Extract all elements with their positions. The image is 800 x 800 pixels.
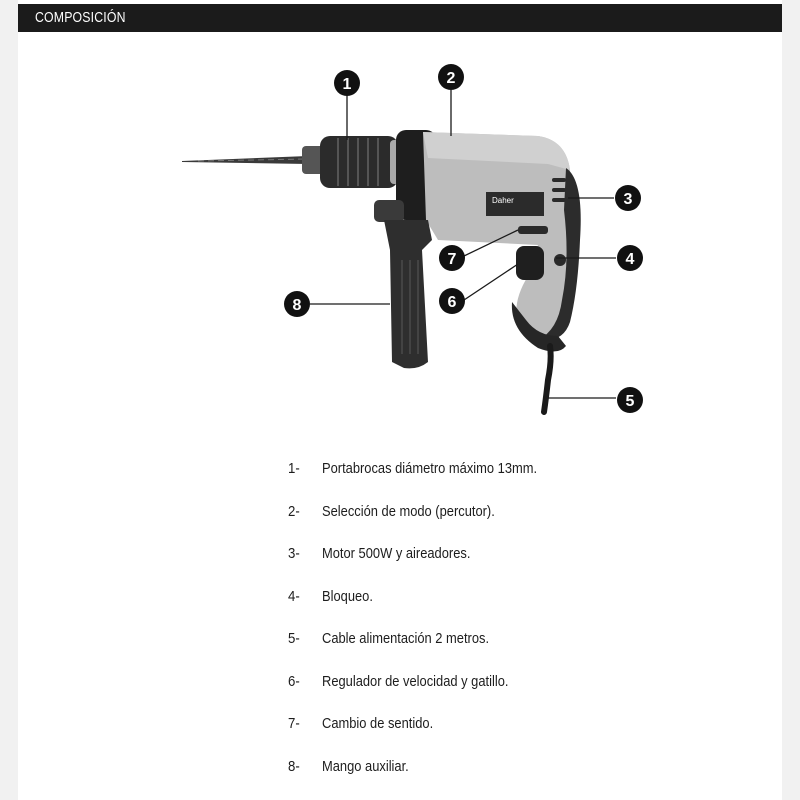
section-title: COMPOSICIÓN [35, 9, 126, 26]
callout-4 [617, 245, 643, 271]
item-number: 3- [288, 545, 300, 562]
list-item [288, 758, 748, 800]
list-item [288, 588, 748, 631]
item-text: Regulador de velocidad y gatillo. [322, 672, 509, 690]
drill-bit [182, 156, 308, 164]
drill-body [423, 132, 581, 352]
list-item [288, 673, 748, 716]
power-cable [544, 346, 551, 412]
drill-diagram [18, 40, 782, 430]
item-number: 8- [288, 757, 300, 775]
item-number: 1- [288, 460, 300, 477]
list-item [288, 503, 748, 546]
parts-list [288, 460, 748, 800]
svg-text:4: 4 [625, 251, 635, 268]
item-number: 7- [288, 715, 300, 732]
item-number: 2- [288, 502, 300, 520]
svg-text:6: 6 [447, 294, 457, 311]
item-text: Cambio de sentido. [322, 715, 434, 732]
callout-1 [334, 70, 360, 96]
svg-text:8: 8 [292, 297, 302, 314]
item-text: Mango auxiliar. [322, 757, 409, 775]
item-number: 5- [288, 630, 300, 647]
svg-text:7: 7 [447, 251, 457, 268]
item-text: Cable alimentación 2 metros. [322, 630, 490, 647]
callout-5 [617, 387, 643, 413]
svg-text:5: 5 [625, 393, 635, 410]
manual-page [18, 0, 782, 800]
item-text: Bloqueo. [322, 587, 373, 605]
list-item [288, 460, 748, 503]
item-number: 6- [288, 672, 300, 690]
svg-text:3: 3 [623, 191, 633, 208]
list-item [288, 715, 748, 758]
callout-7 [439, 245, 465, 271]
item-number: 4- [288, 587, 300, 605]
svg-text:1: 1 [342, 76, 352, 93]
callout-3 [615, 185, 641, 211]
item-text: Selección de modo (percutor). [322, 502, 495, 520]
item-text: Portabrocas diámetro máximo 13mm. [322, 460, 538, 477]
callout-8 [284, 291, 310, 317]
brand-label: Daher [492, 196, 514, 205]
item-text: Motor 500W y aireadores. [322, 545, 471, 562]
callout-2 [438, 64, 464, 90]
callout-6 [439, 288, 465, 314]
drill-illustration [18, 40, 782, 430]
auxiliary-handle [374, 200, 432, 368]
list-item [288, 630, 748, 673]
list-item [288, 545, 748, 588]
section-header [18, 4, 782, 32]
svg-text:2: 2 [446, 70, 456, 87]
chuck [302, 136, 410, 188]
